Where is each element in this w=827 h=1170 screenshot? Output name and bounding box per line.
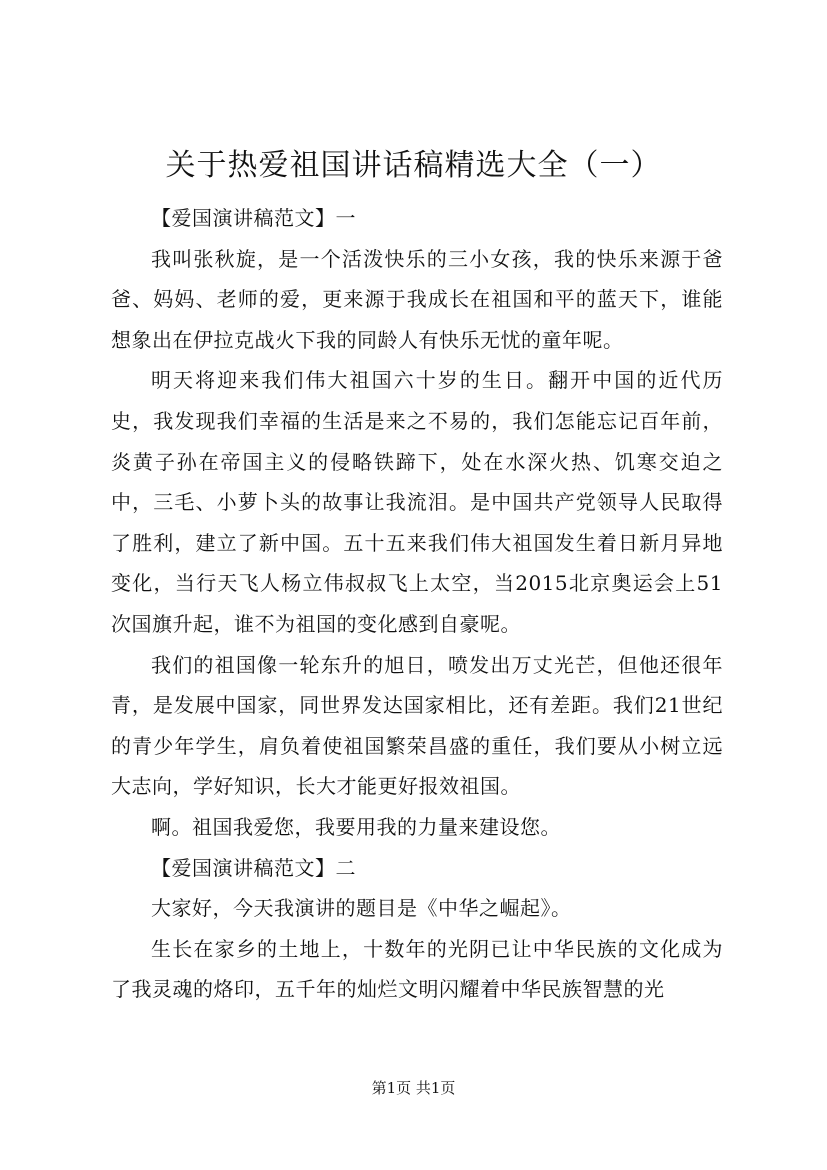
paragraph: 我叫张秋旋，是一个活泼快乐的三小女孩，我的快乐来源于爸爸、妈妈、老师的爱，更来源于我成长在祖国和平的蓝天下，谁能想象出在伊拉克战火下我的同龄人有快乐无忧的童年呢。	[111, 246, 723, 352]
page-number-footer: 第1页 共1页	[371, 1079, 456, 1097]
section-heading: 【爱国演讲稿范文】二	[151, 855, 356, 880]
paragraph: 大家好，今天我演讲的题目是《中华之崛起》。	[151, 896, 572, 921]
paragraph: 我们的祖国像一轮东升的旭日，喷发出万丈光芒，但他还很年青，是发展中国家，同世界发达国家相比，还有差距。我们21世纪的青少年学生，肩负着使祖国繁荣昌盛的重任，我们要从小树立远大志向，学好知识，长大才能更好报效祖国。	[111, 652, 723, 799]
document-body	[111, 198, 723, 1010]
paragraph: 明天将迎来我们伟大祖国六十岁的生日。翻开中国的近代历史，我发现我们幸福的生活是来之不易的，我们怎能忘记百年前，炎黄子孙在帝国主义的侵略铁蹄下，处在水深火热、饥寒交迫之中，三毛、小萝卜头的故事让我流泪。是中国共产党领导人民取得了胜利，建立了新中国。五十五来我们伟大祖国发生着日新月异地变化，当行天飞人杨立伟叔叔飞上太空，当2015北京奥运会上51次国旗升起，谁不为祖国的变化感到自豪呢。	[111, 368, 723, 636]
document-title: 关于热爱祖国讲话稿精选大全（一）	[165, 148, 662, 183]
paragraph: 啊。祖国我爱您，我要用我的力量来建设您。	[151, 814, 561, 839]
section-heading: 【爱国演讲稿范文】一	[151, 206, 356, 230]
paragraph: 生长在家乡的土地上，十数年的光阴已让中华民族的文化成为了我灵魂的烙印，五千年的灿烂文明闪耀着中华民族智慧的光	[111, 936, 723, 1002]
